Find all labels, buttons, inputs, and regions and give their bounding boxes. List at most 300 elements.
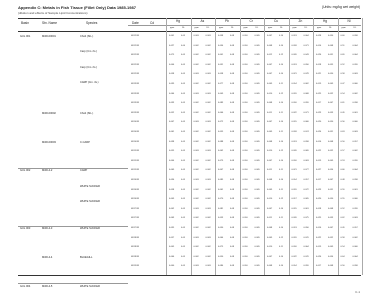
- subheader-label: DL: [304, 27, 308, 29]
- value-cell: 0.11: [279, 131, 283, 133]
- value-cell: 0.005: [254, 54, 260, 57]
- value-cell: 0.10: [279, 102, 284, 105]
- value-cell: 0.12: [279, 198, 284, 201]
- subheader-label: DL: [353, 27, 357, 29]
- value-cell: 0.088: [218, 140, 224, 143]
- station-label: Mt00-4-4: [42, 255, 53, 259]
- value-cell: 0.08: [230, 83, 235, 85]
- value-cell: 0.60: [340, 35, 345, 37]
- value-cell: 0.047: [328, 102, 334, 105]
- column-divider: [289, 18, 290, 275]
- value-cell: 0.091: [218, 63, 224, 66]
- value-cell: 0.002: [205, 44, 211, 47]
- value-cell: 0.47: [340, 83, 345, 85]
- value-cell: 0.003: [193, 207, 199, 210]
- date-cell: 08/13/85: [131, 102, 140, 105]
- value-cell: 0.08: [230, 188, 235, 191]
- value-cell: 0.011: [267, 169, 273, 172]
- value-cell: 0.05: [181, 227, 186, 229]
- value-cell: 0.066: [303, 121, 309, 124]
- value-cell: 0.072: [218, 121, 224, 124]
- value-cell: 0.010: [242, 54, 248, 57]
- value-cell: 0.003: [193, 73, 199, 76]
- value-cell: 0.61: [340, 102, 345, 105]
- value-cell: 0.005: [254, 73, 260, 76]
- value-cell: 0.08: [230, 73, 235, 76]
- group-rule: [18, 283, 128, 284]
- value-cell: 0.061: [218, 188, 224, 191]
- document-title: Appendix C: Metals in Fish Tissue (Fillet Only) Data 1985-1987: [18, 5, 136, 10]
- value-cell: 0.026: [316, 54, 322, 57]
- value-cell: 0.035: [169, 227, 175, 229]
- station-label: Mt00-4-2: [42, 169, 53, 173]
- value-cell: 0.005: [254, 265, 260, 268]
- value-cell: 0.022: [316, 236, 322, 239]
- value-cell: 0.079: [218, 159, 224, 162]
- value-cell: 0.002: [193, 140, 199, 143]
- value-cell: 0.50: [340, 265, 345, 268]
- value-cell: 0.002: [205, 140, 211, 143]
- value-cell: 0.003: [205, 265, 211, 268]
- value-cell: 0.49: [340, 227, 345, 229]
- value-cell: 0.51: [340, 44, 345, 47]
- value-cell: 0.010: [242, 44, 248, 47]
- subheader-label: ppm: [170, 27, 175, 29]
- value-cell: 0.053: [328, 111, 334, 114]
- subheader-label: ppm: [341, 27, 346, 29]
- value-cell: 0.08: [230, 63, 235, 66]
- value-cell: 0.019: [316, 83, 322, 85]
- value-cell: 0.057: [352, 227, 358, 229]
- value-cell: 0.060: [352, 198, 358, 201]
- value-cell: 0.08: [230, 92, 235, 95]
- value-cell: 0.083: [218, 102, 224, 105]
- value-cell: 0.007: [267, 63, 273, 66]
- value-cell: 0.043: [303, 54, 309, 57]
- value-cell: 0.04: [181, 44, 186, 47]
- table-bottom-rule: [18, 275, 361, 276]
- value-cell: 0.059: [352, 207, 358, 210]
- value-cell: 0.013: [291, 35, 297, 37]
- species-label: BLUEGILL: [80, 255, 93, 259]
- value-cell: 0.05: [181, 179, 186, 181]
- value-cell: 0.081: [218, 207, 224, 210]
- value-cell: 0.044: [169, 159, 175, 162]
- value-cell: 0.064: [352, 54, 358, 57]
- value-cell: 0.065: [303, 198, 309, 201]
- value-cell: 0.058: [169, 73, 175, 76]
- value-cell: 0.054: [328, 255, 334, 258]
- date-cell: 08/13/85: [131, 83, 140, 85]
- value-cell: 0.005: [254, 169, 260, 172]
- value-cell: 0.016: [316, 227, 322, 229]
- value-cell: 0.021: [291, 169, 297, 172]
- value-cell: 0.62: [340, 217, 345, 220]
- value-cell: 0.049: [169, 198, 175, 201]
- value-cell: 0.064: [352, 169, 358, 172]
- header-mid-rule: [128, 25, 361, 26]
- value-cell: 0.010: [267, 150, 273, 153]
- species-label: Carp (Cm. rls.): [80, 50, 98, 54]
- value-cell: 0.66: [340, 169, 345, 172]
- value-cell: 0.003: [193, 35, 199, 37]
- value-cell: 0.049: [328, 83, 334, 85]
- value-cell: 0.002: [193, 198, 199, 201]
- value-cell: 0.05: [181, 111, 186, 114]
- basin-label: GUL 003: [20, 227, 31, 230]
- value-cell: 0.019: [316, 246, 322, 249]
- value-cell: 0.022: [316, 150, 322, 153]
- value-cell: 0.049: [328, 246, 334, 249]
- species-label: WHITE SUCKER: [80, 227, 100, 230]
- value-cell: 0.024: [316, 131, 322, 133]
- value-cell: 0.014: [291, 265, 297, 268]
- value-cell: 0.010: [242, 255, 248, 258]
- value-cell: 0.58: [340, 73, 345, 76]
- value-cell: 0.10: [279, 35, 284, 37]
- value-cell: 0.064: [169, 92, 175, 95]
- header-metal: Zn: [298, 19, 303, 23]
- value-cell: 0.071: [303, 111, 309, 114]
- value-cell: 0.060: [352, 246, 358, 249]
- value-cell: 0.025: [316, 217, 322, 220]
- value-cell: 0.009: [267, 188, 273, 191]
- value-cell: 0.018: [291, 131, 297, 133]
- value-cell: 0.11: [279, 217, 283, 220]
- value-cell: 0.058: [352, 265, 358, 268]
- value-cell: 0.059: [303, 265, 309, 268]
- value-cell: 0.008: [267, 227, 273, 229]
- value-cell: 0.05: [181, 236, 186, 239]
- value-cell: 0.003: [193, 236, 199, 239]
- value-cell: 0.010: [242, 131, 248, 133]
- value-cell: 0.019: [291, 92, 297, 95]
- value-cell: 0.10: [279, 227, 284, 229]
- value-cell: 0.056: [303, 63, 309, 66]
- value-cell: 0.05: [181, 217, 186, 220]
- value-cell: 0.05: [181, 140, 186, 143]
- value-cell: 0.010: [242, 102, 248, 105]
- value-cell: 0.033: [169, 102, 175, 105]
- value-cell: 0.010: [242, 63, 248, 66]
- value-cell: 0.007: [267, 73, 273, 76]
- value-cell: 0.10: [279, 63, 284, 66]
- value-cell: 0.52: [340, 207, 345, 210]
- value-cell: 0.022: [291, 111, 297, 114]
- value-cell: 0.012: [267, 54, 273, 57]
- value-cell: 0.055: [218, 131, 224, 133]
- value-cell: 0.08: [230, 140, 235, 143]
- date-cell: 08/12/85: [131, 73, 140, 76]
- value-cell: 0.002: [193, 63, 199, 66]
- value-cell: 0.011: [267, 111, 273, 114]
- column-divider: [166, 18, 167, 275]
- date-cell: 08/19/85: [131, 265, 140, 268]
- header-metal: Pb: [225, 19, 229, 23]
- value-cell: 0.042: [169, 207, 175, 210]
- value-cell: 0.085: [218, 179, 224, 181]
- value-cell: 0.002: [193, 159, 199, 162]
- value-cell: 0.002: [205, 188, 211, 191]
- value-cell: 0.064: [218, 236, 224, 239]
- value-cell: 0.005: [254, 131, 260, 133]
- value-cell: 0.010: [242, 227, 248, 229]
- value-cell: 0.10: [279, 73, 284, 76]
- header-station: Stn. Name: [42, 21, 58, 25]
- value-cell: 0.008: [267, 179, 273, 181]
- value-cell: 0.020: [291, 54, 297, 57]
- value-cell: 0.005: [254, 121, 260, 124]
- value-cell: 0.69: [340, 54, 345, 57]
- value-cell: 0.002: [205, 63, 211, 66]
- value-cell: 0.010: [242, 73, 248, 76]
- station-label: Mt00-00002: [42, 111, 56, 115]
- value-cell: 0.023: [316, 111, 322, 114]
- date-cell: 08/13/85: [131, 92, 140, 95]
- value-cell: 0.017: [316, 102, 322, 105]
- value-cell: 0.003: [193, 92, 199, 95]
- value-cell: 0.002: [205, 246, 211, 249]
- value-cell: 0.003: [193, 121, 199, 124]
- value-cell: 0.053: [328, 217, 334, 220]
- value-cell: 0.072: [303, 188, 309, 191]
- value-cell: 0.063: [352, 131, 358, 133]
- value-cell: 0.009: [267, 131, 273, 133]
- value-cell: 0.019: [291, 188, 297, 191]
- value-cell: 0.046: [169, 63, 175, 66]
- value-cell: 0.019: [291, 236, 297, 239]
- species-label: WHITE SUCKER: [80, 200, 100, 204]
- value-cell: 0.002: [193, 111, 199, 114]
- value-cell: 0.002: [193, 83, 199, 85]
- value-cell: 0.57: [340, 150, 345, 153]
- value-cell: 0.057: [352, 140, 358, 143]
- value-cell: 0.060: [352, 121, 358, 124]
- value-cell: 0.005: [254, 111, 260, 114]
- station-label: Mt00-00003: [42, 140, 56, 144]
- species-label: WHITE SUCKER: [80, 184, 100, 188]
- value-cell: 0.005: [254, 207, 260, 210]
- value-cell: 0.05: [181, 207, 186, 210]
- value-cell: 0.040: [169, 265, 175, 268]
- value-cell: 0.48: [340, 179, 345, 181]
- value-cell: 0.002: [193, 44, 199, 47]
- species-label: WHITE SUCKER: [80, 284, 100, 288]
- date-cell: 08/16/85: [131, 198, 140, 201]
- date-cell: 08/18/85: [131, 236, 140, 239]
- value-cell: 0.020: [316, 121, 322, 124]
- value-cell: 0.098: [218, 35, 224, 37]
- value-cell: 0.12: [279, 150, 284, 153]
- value-cell: 0.048: [328, 207, 334, 210]
- value-cell: 0.061: [169, 131, 175, 133]
- header-metal: Hg: [323, 19, 328, 23]
- value-cell: 0.075: [218, 246, 224, 249]
- column-divider: [338, 18, 339, 275]
- value-cell: 0.11: [279, 188, 283, 191]
- value-cell: 0.11: [279, 246, 283, 249]
- header-bottom-rule: [18, 31, 361, 32]
- species-label: C.CARP: [80, 140, 90, 144]
- value-cell: 0.018: [316, 207, 322, 210]
- species-label: Carp (Cm. rls.): [80, 65, 98, 69]
- value-cell: 0.018: [291, 44, 297, 47]
- value-cell: 0.053: [218, 217, 224, 220]
- value-cell: 0.011: [267, 217, 273, 220]
- value-cell: 0.002: [205, 169, 211, 172]
- date-cell: 08/12/85: [131, 35, 140, 37]
- value-cell: 0.013: [291, 63, 297, 66]
- value-cell: 0.077: [303, 169, 309, 172]
- value-cell: 0.05: [181, 35, 186, 37]
- species-label: CARP (Cm. rls.): [80, 81, 99, 85]
- value-cell: 0.08: [230, 227, 235, 229]
- value-cell: 0.021: [316, 73, 322, 76]
- value-cell: 0.05: [181, 73, 186, 76]
- value-cell: 0.013: [291, 227, 297, 229]
- value-cell: 0.020: [316, 198, 322, 201]
- date-cell: 08/13/85: [131, 111, 140, 114]
- value-cell: 0.05: [181, 83, 186, 85]
- value-cell: 0.020: [291, 150, 297, 153]
- value-cell: 0.08: [230, 44, 235, 47]
- value-cell: 0.056: [303, 227, 309, 229]
- value-cell: 0.057: [169, 236, 175, 239]
- value-cell: 0.08: [230, 102, 235, 105]
- species-label: Chub (SIL.): [80, 35, 94, 38]
- value-cell: 0.075: [169, 54, 175, 57]
- date-cell: 08/14/85: [131, 131, 140, 133]
- subheader-label: DL: [206, 27, 210, 29]
- date-cell: 08/12/85: [131, 63, 140, 66]
- value-cell: 0.027: [169, 44, 175, 47]
- value-cell: 0.002: [205, 159, 211, 162]
- value-cell: 0.052: [328, 92, 334, 95]
- value-cell: 0.022: [291, 255, 297, 258]
- value-cell: 0.074: [303, 131, 309, 133]
- value-cell: 0.002: [193, 217, 199, 220]
- value-cell: 0.010: [267, 246, 273, 249]
- value-cell: 0.060: [352, 83, 358, 85]
- value-cell: 0.002: [205, 198, 211, 201]
- value-cell: 0.003: [193, 265, 199, 268]
- value-cell: 0.050: [218, 255, 224, 258]
- units-note: (Units: mg/kg wet weight): [321, 5, 360, 9]
- value-cell: 0.005: [254, 83, 260, 85]
- group-rule: [18, 168, 128, 169]
- value-cell: 0.52: [340, 63, 345, 66]
- value-cell: 0.055: [328, 63, 334, 66]
- value-cell: 0.007: [267, 35, 273, 37]
- value-cell: 0.005: [254, 102, 260, 105]
- value-cell: 0.05: [181, 188, 186, 191]
- value-cell: 0.08: [230, 217, 235, 220]
- value-cell: 0.048: [328, 265, 334, 268]
- value-cell: 0.009: [267, 83, 273, 85]
- value-cell: 0.05: [181, 246, 186, 249]
- date-cell: 08/18/85: [131, 246, 140, 249]
- value-cell: 0.10: [279, 265, 284, 268]
- value-cell: 0.090: [218, 227, 224, 229]
- value-cell: 0.047: [328, 227, 334, 229]
- subheader-label: DL: [329, 27, 332, 29]
- value-cell: 0.016: [291, 159, 297, 162]
- column-divider: [215, 18, 216, 275]
- value-cell: 0.015: [291, 207, 297, 210]
- value-cell: 0.051: [328, 188, 334, 191]
- header-metal: As: [200, 19, 205, 23]
- value-cell: 0.058: [352, 35, 358, 37]
- value-cell: 0.059: [303, 102, 309, 105]
- value-cell: 0.010: [242, 169, 248, 172]
- value-cell: 0.050: [328, 121, 334, 124]
- value-cell: 0.008: [267, 140, 273, 143]
- date-cell: 08/17/85: [131, 207, 140, 210]
- value-cell: 0.007: [267, 207, 273, 210]
- value-cell: 0.054: [328, 169, 334, 172]
- value-cell: 0.002: [193, 246, 199, 249]
- data-table: [18, 18, 361, 288]
- value-cell: 0.12: [279, 54, 284, 57]
- value-cell: 0.005: [254, 179, 260, 181]
- value-cell: 0.069: [303, 150, 309, 153]
- value-cell: 0.010: [242, 188, 248, 191]
- value-cell: 0.047: [218, 169, 224, 172]
- column-divider: [240, 18, 241, 275]
- date-cell: 08/17/85: [131, 227, 140, 229]
- value-cell: 0.047: [169, 121, 175, 124]
- value-cell: 0.005: [254, 159, 260, 162]
- value-cell: 0.016: [291, 246, 297, 249]
- value-cell: 0.052: [169, 111, 175, 114]
- value-cell: 0.007: [267, 121, 273, 124]
- value-cell: 0.050: [328, 73, 334, 76]
- date-cell: 08/12/85: [131, 44, 140, 47]
- value-cell: 0.041: [218, 54, 224, 57]
- value-cell: 0.014: [291, 83, 297, 85]
- value-cell: 0.058: [169, 188, 175, 191]
- value-cell: 0.49: [340, 111, 345, 114]
- date-cell: 08/15/85: [131, 159, 140, 162]
- value-cell: 0.05: [181, 198, 186, 201]
- value-cell: 0.010: [242, 179, 248, 181]
- value-cell: 0.036: [169, 179, 175, 181]
- value-cell: 0.019: [316, 159, 322, 162]
- value-cell: 0.11: [279, 169, 283, 172]
- value-cell: 0.54: [340, 246, 345, 249]
- value-cell: 0.045: [169, 246, 175, 249]
- value-cell: 0.11: [279, 111, 283, 114]
- value-cell: 0.070: [303, 236, 309, 239]
- value-cell: 0.08: [230, 111, 235, 114]
- value-cell: 0.052: [328, 236, 334, 239]
- value-cell: 0.051: [328, 131, 334, 133]
- value-cell: 0.50: [340, 140, 345, 143]
- value-cell: 0.002: [205, 227, 211, 229]
- value-cell: 0.007: [267, 159, 273, 162]
- value-cell: 0.08: [230, 255, 235, 258]
- value-cell: 0.061: [352, 188, 358, 191]
- value-cell: 0.005: [254, 236, 260, 239]
- value-cell: 0.005: [254, 255, 260, 258]
- value-cell: 0.010: [242, 111, 248, 114]
- value-cell: 0.009: [267, 236, 273, 239]
- value-cell: 0.08: [230, 207, 235, 210]
- value-cell: 0.057: [303, 179, 309, 181]
- value-cell: 0.005: [254, 44, 260, 47]
- value-cell: 0.002: [205, 83, 211, 85]
- subheader-label: DL: [231, 27, 234, 29]
